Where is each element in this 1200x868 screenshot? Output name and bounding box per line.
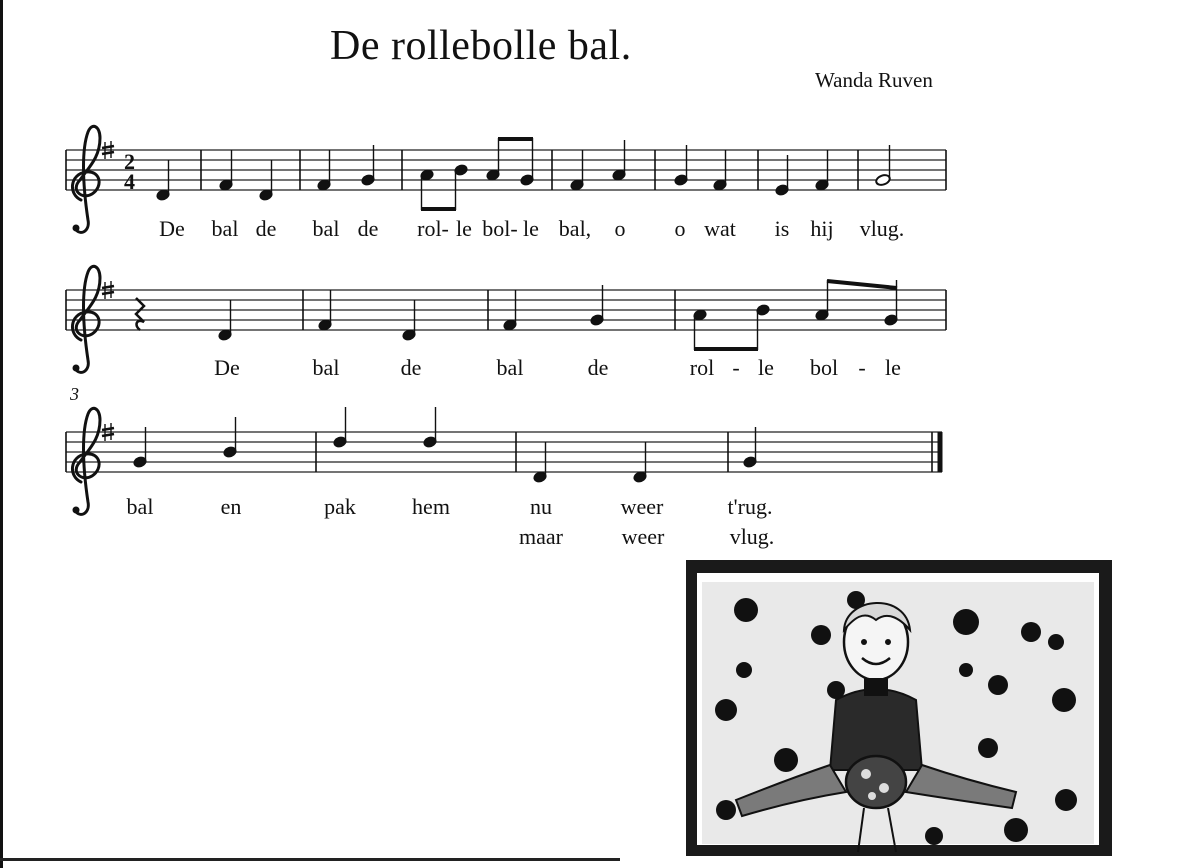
lyric-syllable: de [255,216,277,241]
composer-name: Wanda Ruven [815,68,933,92]
illustration-boy-with-ball [686,560,1112,856]
lyric-syllable: nu [530,494,552,519]
staff-system-1 [66,150,946,190]
lyric-syllable: o [674,216,686,241]
lyric-syllable: o [614,216,626,241]
lyric-syllable: bal, [558,216,592,241]
lyric-syllable: hem [412,494,450,519]
lyric-syllable: de [400,355,422,380]
lyric-syllable: vlug. [729,524,775,549]
lyrics-line-4 [0,524,1200,554]
lyric-syllable: bal [312,216,340,241]
lyric-syllable: le [523,216,539,241]
lyric-syllable: weer [621,524,665,549]
lyric-syllable: bal [126,494,154,519]
lyric-syllable: - [732,355,740,380]
lyric-syllable: en [220,494,242,519]
lyric-syllable: maar [519,524,563,549]
measure-number: 3 [70,384,79,404]
lyric-syllable: - [858,355,866,380]
lyric-syllable: rol [689,355,715,380]
lyric-syllable: bol- [482,216,518,241]
lyric-syllable: pak [324,494,356,519]
lyrics-line-3 [0,494,1200,524]
page-bottom-edge [0,858,620,861]
lyric-syllable: hij [810,216,834,241]
lyric-syllable: De [159,216,185,241]
lyric-syllable: De [214,355,240,380]
lyric-syllable: le [456,216,472,241]
svg-text:4: 4 [124,169,135,194]
lyric-syllable: bal [312,355,340,380]
lyric-syllable: bal [211,216,239,241]
lyric-syllable: de [357,216,379,241]
lyric-syllable: vlug. [859,216,905,241]
staff-system-3 [66,432,942,472]
lyric-syllable: le [885,355,901,380]
lyric-syllable: le [758,355,774,380]
lyric-syllable: is [774,216,790,241]
song-title: De rollebolle bal. [330,23,632,69]
lyric-syllable: rol- [417,216,449,241]
lyric-syllable: bal [496,355,524,380]
lyric-syllable: weer [620,494,664,519]
notes-system-1 [156,138,891,210]
lyrics-line-2 [0,355,1200,385]
lyric-syllable: de [587,355,609,380]
lyric-syllable: wat [704,216,736,241]
lyric-syllable: t'rug. [727,494,773,519]
svg-text:2: 2 [124,149,135,174]
lyrics-line-1 [0,216,1200,246]
lyric-syllable: bol [809,355,839,380]
